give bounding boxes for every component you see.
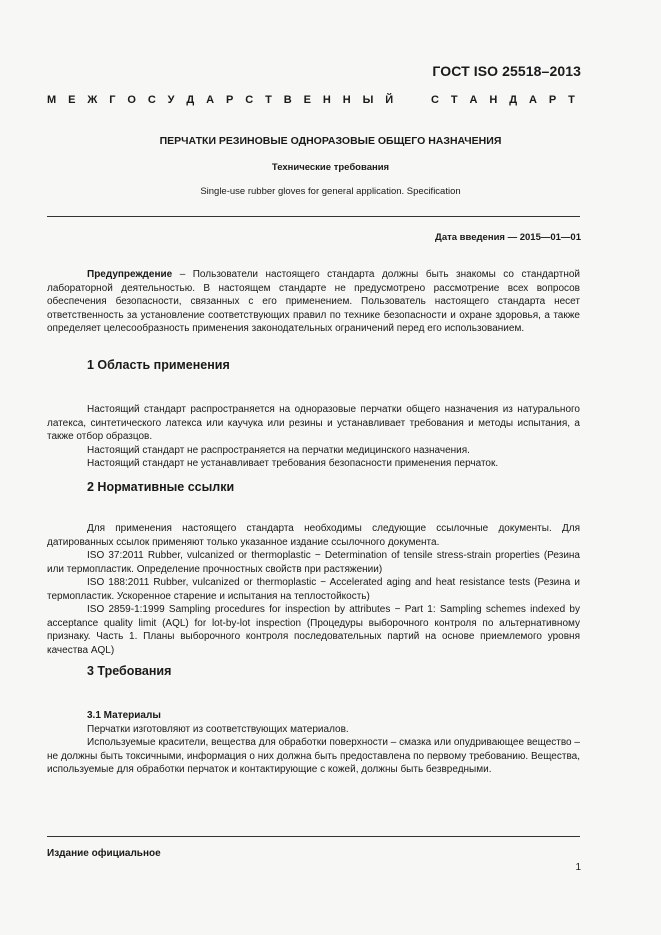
heading-letter: Р xyxy=(548,94,557,106)
paragraph: ISO 2859-1:1999 Sampling procedures for inspection by attributes − Part 1: Sampling schemes indexed by acceptance quality limit (AQL) for lot-by-lot inspection (Процедуры выборочного контроля по альтернативному признаку. Часть 1. Планы выборочного контроля последовательных партий на основе приемлемого уровня качества AQL) xyxy=(47,604,580,656)
heading-letter: Е xyxy=(303,94,311,106)
heading-letter: Т xyxy=(568,94,575,106)
paragraph: Настоящий стандарт распространяется на одноразовые перчатки общего назначения из натурального латекса, синтетического латекса или каучука или резины и устанавливает требования и методы испытания, а также отбор образцов. xyxy=(47,404,580,442)
heading-letter: Н xyxy=(489,94,498,106)
heading-letter: Н xyxy=(342,94,351,106)
heading-letter: В xyxy=(283,94,292,106)
heading-letter: О xyxy=(127,94,136,106)
document-title: ПЕРЧАТКИ РЕЗИНОВЫЕ ОДНОРАЗОВЫЕ ОБЩЕГО НАЗНАЧЕНИЯ xyxy=(159,135,502,147)
official-edition-label: Издание официальное xyxy=(47,848,161,859)
document-title-english: Single-use rubber gloves for general application. Specification xyxy=(200,186,461,197)
section-title-requirements: 3 Требования xyxy=(87,664,172,678)
paragraph: Перчатки изготовляют из соответствующих материалов. xyxy=(87,723,349,735)
heading-letter: Д xyxy=(509,94,518,106)
heading-letter: С xyxy=(431,94,439,106)
section-title-references: 2 Нормативные ссылки xyxy=(87,480,235,494)
heading-letter: Е xyxy=(68,94,76,106)
word-gap xyxy=(405,94,419,106)
paragraph: Настоящий стандарт не распространяется на перчатки медицинского назначения. xyxy=(87,444,470,456)
heading-letter: Ж xyxy=(87,94,98,106)
standard-type-heading xyxy=(47,94,575,106)
warning-label: Предупреждение xyxy=(87,269,173,280)
heading-letter: А xyxy=(469,94,478,106)
heading-letter: Т xyxy=(450,94,458,106)
heading-letter: А xyxy=(206,94,215,106)
heading-letter: Ы xyxy=(362,94,374,106)
introduction-date: Дата введения — 2015—01—01 xyxy=(435,232,581,243)
heading-letter: А xyxy=(528,94,537,106)
heading-letter: Й xyxy=(385,94,394,106)
paragraph: Используемые красители, вещества для обработки поверхности – смазка или опудривающее вещество – не должны быть токсичными, информация о них должна быть предоставлена по первому требованию. Вещества, используемые для обработки перчаток и контактирующие с кожей, должны быть безвредными. xyxy=(47,737,580,775)
section-title-scope: 1 Область применения xyxy=(87,358,230,372)
heading-letter: Н xyxy=(322,94,331,106)
paragraph: ISO 37:2011 Rubber, vulcanized or thermoplastic − Determination of tensile stress-strain properties (Резина или термопластик. Определение прочностных свойств при растяжении) xyxy=(47,550,580,575)
heading-letter: Т xyxy=(265,94,272,106)
page-number: 1 xyxy=(575,862,581,873)
document-subtitle: Технические требования xyxy=(271,162,390,173)
heading-letter: С xyxy=(245,94,254,106)
paragraph: Настоящий стандарт не устанавливает требования безопасности применения перчаток. xyxy=(87,458,499,469)
subsection-title-materials: 3.1 Материалы xyxy=(87,710,161,721)
footer-divider xyxy=(47,836,580,837)
warning-block xyxy=(47,268,580,336)
section-body-requirements xyxy=(47,709,580,777)
section-body-references xyxy=(47,522,580,657)
paragraph: Для применения настоящего стандарта необходимы следующие ссылочные документы. Для датированных ссылок применяют только указанное издание ссылочного документа. xyxy=(47,523,580,548)
heading-letter: М xyxy=(47,94,57,106)
heading-letter: Д xyxy=(186,94,195,106)
heading-letter: С xyxy=(147,94,156,106)
section-body-scope xyxy=(47,403,580,471)
title-divider xyxy=(47,216,580,217)
warning-text: – Пользователи настоящего стандарта должны быть знакомы со стандартной лабораторной деятельностью. В настоящем стандарте не предусмотрено рассмотрение всех вопросов обеспечения безопасности, связанных с его применением. Пользователь настоящего стандарта несет ответственность за установление соответствующих правил по технике безопасности и охране здоровья, а также определяет целесообразность применения законодательных ограничений перед его использованием. xyxy=(47,269,580,334)
paragraph: ISO 188:2011 Rubber, vulcanized or thermoplastic − Accelerated aging and heat resistance tests (Резина и термопластик. Ускоренное старение и испытания на теплостойкость) xyxy=(47,577,580,602)
heading-letter: Г xyxy=(109,94,116,106)
heading-letter: У xyxy=(167,94,175,106)
heading-letter: Р xyxy=(226,94,234,106)
document-number: ГОСТ ISO 25518–2013 xyxy=(432,63,581,79)
